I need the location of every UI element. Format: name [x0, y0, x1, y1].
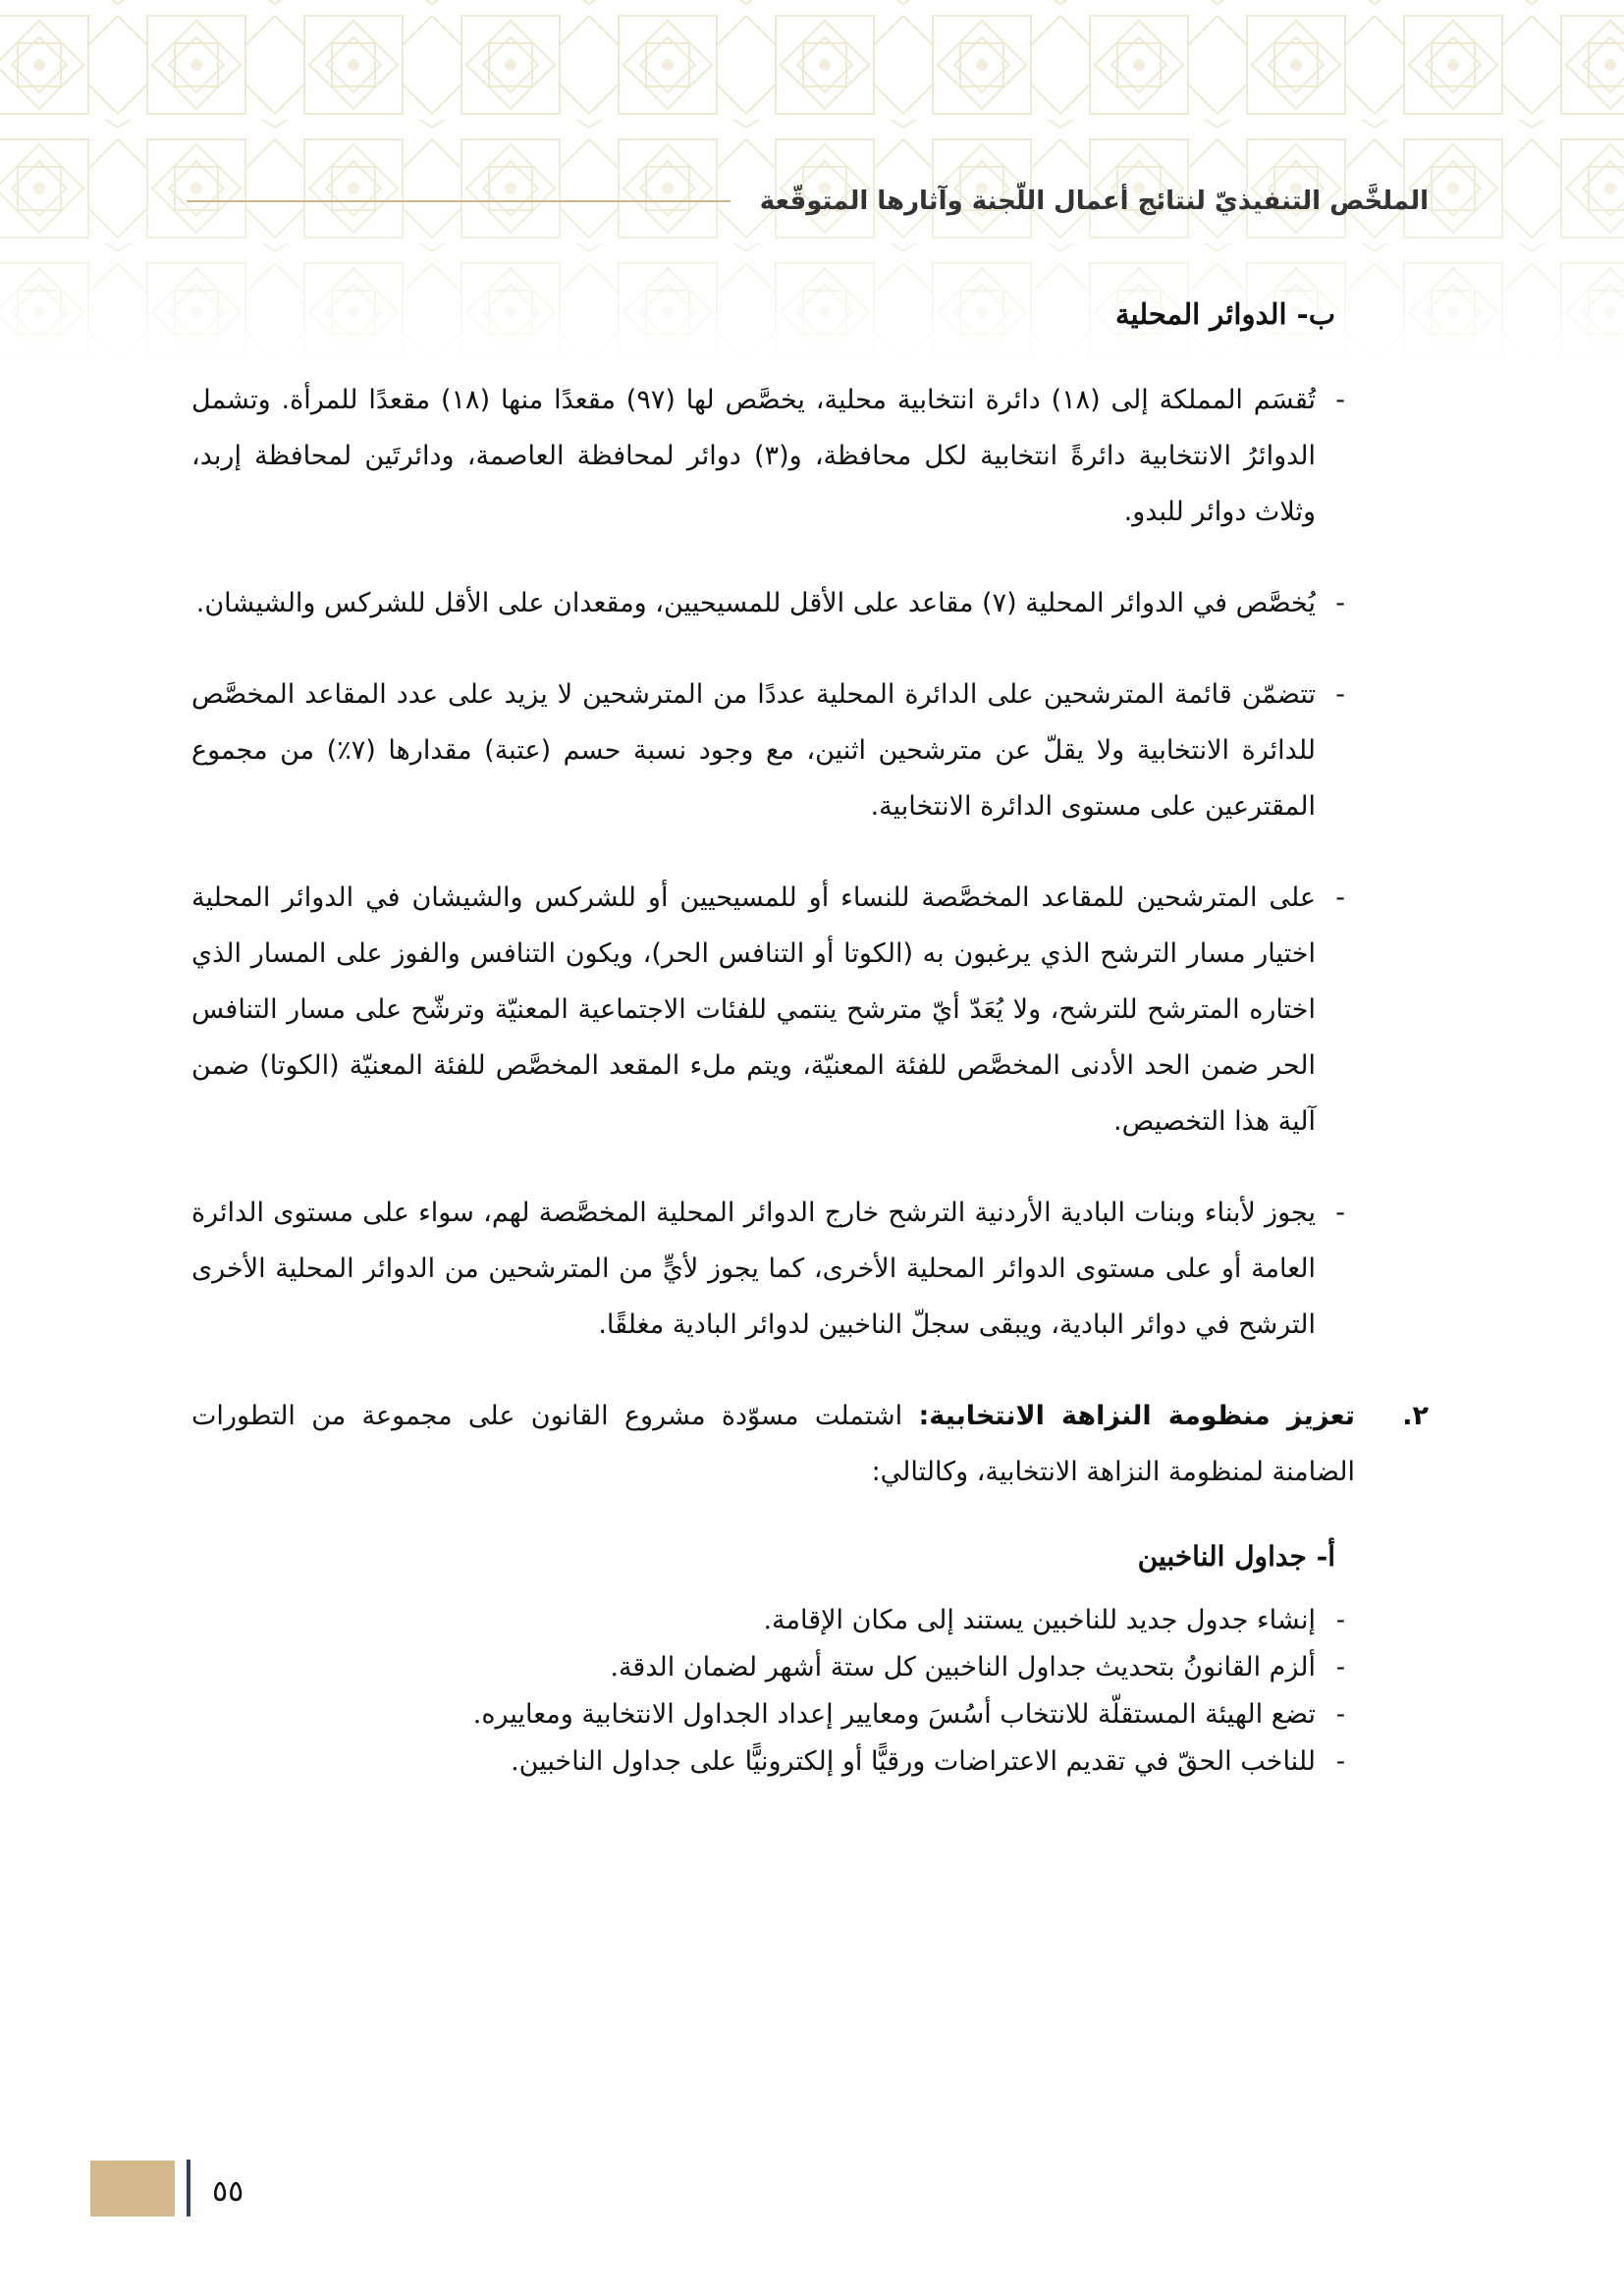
footer-divider — [187, 2160, 190, 2216]
list-item-text: تضع الهيئة المستقلّة للانتخاب أسُسَ ومعايير إعداد الجداول الانتخابية ومعاييره. — [472, 1698, 1316, 1730]
bullet-dash: - — [1335, 1197, 1345, 1228]
bullet-dash: - — [1335, 1604, 1345, 1635]
bullet-dash: - — [1335, 1745, 1345, 1777]
list-item-text: ألزم القانونُ بتحديث جداول الناخبين كل ستة أشهر لضمان الدقة. — [610, 1651, 1316, 1682]
list-item — [191, 1597, 1429, 1644]
list-item-text: يجوز لأبناء وبنات البادية الأردنية الترشح خارج الدوائر المحلية المخصَّصة لهم، سواء على مستوى الدائرة العامة أو على مستوى الدوائر المحلية الأخرى، كما يجوز لأيٍّ من المترشحين من الدوائر المحلية الأخرى الترشح في دوائر البادية، ويبقى سجلّ الناخبين لدوائر البادية مغلقًا. — [191, 1197, 1316, 1340]
bullet-dash: - — [1335, 881, 1345, 913]
footer-accent-block — [90, 2161, 175, 2216]
list-item-text: على المترشحين للمقاعد المخصَّصة للنساء أو للمسيحيين أو للشركس والشيشان في الدوائر المحلية اختيار مسار الترشح الذي يرغبون به (الكوتا أو التنافس الحر)، ويكون التنافس والفوز على المسار الذي اختاره المترشح للترشح، ولا يُعَدّ أيّ مترشح ينتمي للفئات الاجتماعية المعنيّة وترشّح على مسار التنافس الحر ضمن الحد الأدنى المخصَّص للفئة المعنيّة، ويتم ملء المقعد المخصَّص للفئة المعنيّة (الكوتا) ضمن آلية هذا التخصيص. — [191, 881, 1316, 1137]
list-item — [191, 1691, 1429, 1738]
page-content — [191, 294, 1429, 1786]
bullet-dash: - — [1335, 1651, 1345, 1682]
list-item — [191, 1738, 1429, 1786]
list-item — [191, 870, 1429, 1149]
list-item-text: تتضمّن قائمة المترشحين على الدائرة المحلية عددًا من المترشحين لا يزيد على عدد المقاعد المخصَّص للدائرة الانتخابية ولا يقلّ عن مترشحين اثنين، مع وجود نسبة حسم (عتبة) مقدارها (٧٪) من مجموع المقترعين على مستوى الدائرة الانتخابية. — [191, 678, 1316, 822]
local-districts-list — [191, 372, 1429, 1353]
page-footer — [90, 2160, 244, 2216]
numbered-item-electoral-integrity — [191, 1388, 1429, 1500]
bullet-dash: - — [1335, 1698, 1345, 1730]
bullet-dash: - — [1335, 384, 1345, 415]
list-item — [191, 1185, 1429, 1353]
header-divider-line — [187, 200, 731, 202]
list-item-text: تُقسَم المملكة إلى (١٨) دائرة انتخابية محلية، يخصَّص لها (٩٧) مقعدًا منها (١٨) مقعدًا للمرأة. وتشمل الدوائرُ الانتخابية دائرةً انتخابية لكل محافظة، و(٣) دوائر لمحافظة العاصمة، ودائرتَين لمحافظة إربد، وثلاث دوائر للبدو. — [191, 384, 1317, 527]
section-heading-voter-lists: أ- جداول الناخبين — [1137, 1539, 1335, 1573]
list-item — [191, 1644, 1429, 1691]
list-item-text: يُخصَّص في الدوائر المحلية (٧) مقاعد على الأقل للمسيحيين، ومقعدان على الأقل للشركس والشيشان. — [195, 587, 1316, 618]
item-body-text: اشتملت مسوّدة مشروع القانون على مجموعة من التطورات الضامنة لمنظومة النزاهة الانتخابية، وكالتالي: — [191, 1400, 1355, 1487]
bullet-dash: - — [1335, 587, 1345, 618]
item-lead-title: تعزيز منظومة النزاهة الانتخابية: — [918, 1400, 1355, 1431]
header-title: الملخَّص التنفيذيّ لنتائج أعمال اللّجنة وآثارها المتوقّعة — [759, 187, 1429, 216]
section-heading-local-districts: ب- الدوائر المحلية — [1114, 297, 1335, 331]
list-item-text: للناخب الحقّ في تقديم الاعتراضات ورقيًّا أو إلكترونيًّا على جداول الناخبين. — [511, 1745, 1316, 1777]
list-item — [191, 372, 1429, 540]
item-number: ٢. — [1402, 1400, 1429, 1431]
running-header — [187, 177, 1429, 226]
list-item — [191, 575, 1429, 631]
bullet-dash: - — [1335, 678, 1345, 710]
page-number: ٥٥ — [212, 2173, 244, 2209]
voter-lists-list — [191, 1597, 1429, 1786]
list-item-text: إنشاء جدول جديد للناخبين يستند إلى مكان الإقامة. — [763, 1604, 1316, 1635]
list-item — [191, 667, 1429, 834]
